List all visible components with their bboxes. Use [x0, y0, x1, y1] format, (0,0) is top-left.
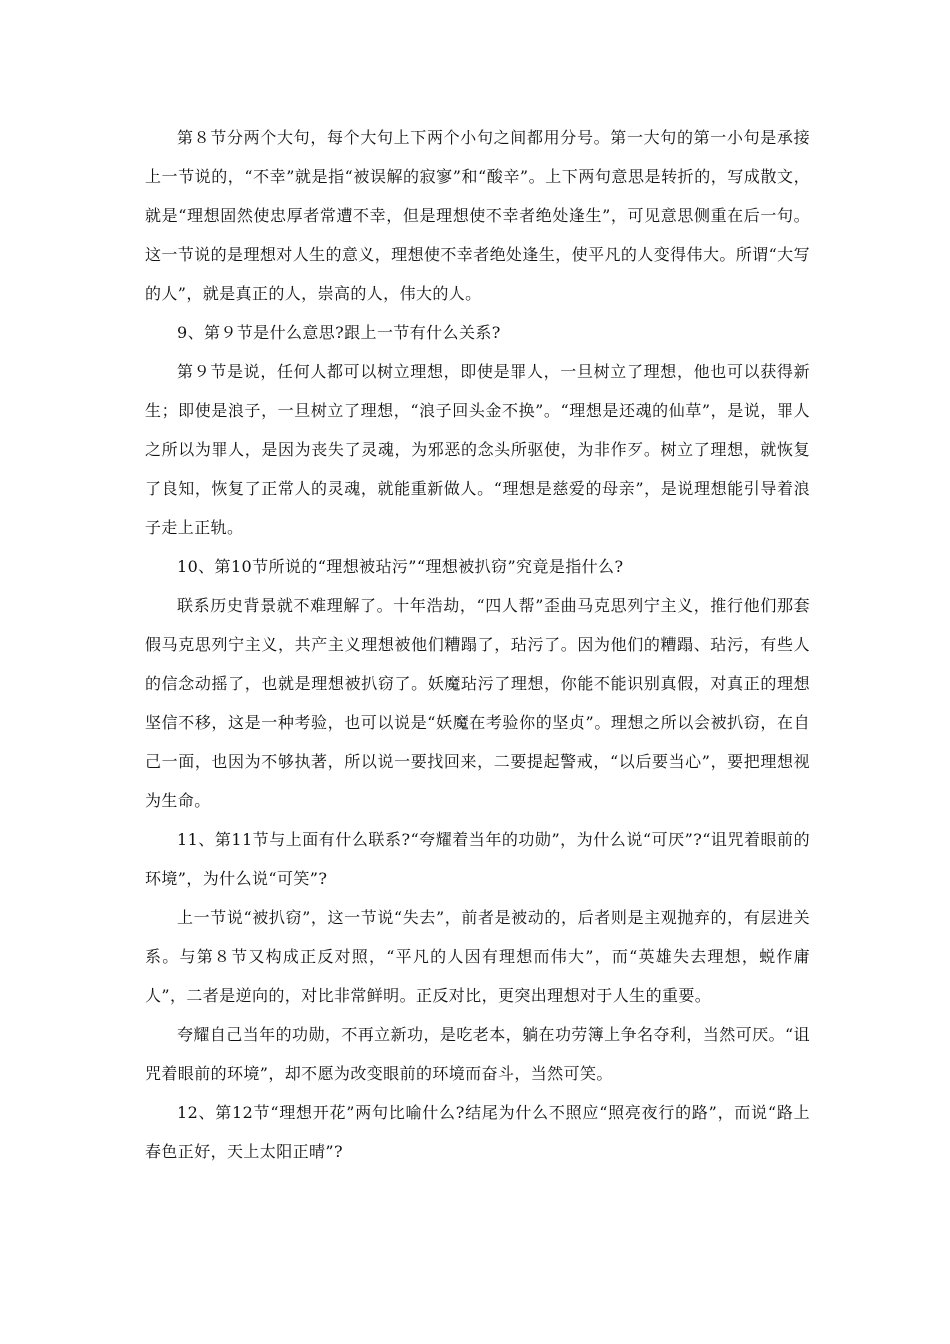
question-10: 10、第10节所说的“理想被玷污”“理想被扒窃”究竟是指什么? [177, 557, 624, 576]
document-body [145, 118, 810, 1171]
paragraph-section-11-answer-a: 上一节说“被扒窃”，这一节说“失去”，前者是被动的，后者则是主观抛弃的，有层进关系。与第８节又构成正反对照，“平凡的人因有理想而伟大”，而“英雄失去理想，蜕作庸人”，二者是逆向的，对比非常鲜明。正反对比，更突出理想对于人生的重要。 [145, 908, 810, 1005]
paragraph-section-10-answer: 联系历史背景就不难理解了。十年浩劫，“四人帮”歪曲马克思列宁主义，推行他们那套假马克思列宁主义，共产主义理想被他们糟蹋了，玷污了。因为他们的糟蹋、玷污，有些人的信念动摇了，也就是理想被扒窃了。妖魔玷污了理想，你能不能识别真假，对真正的理想坚信不移，这是一种考验，也可以说是“妖魔在考验你的坚贞”。理想之所以会被扒窃，在自己一面，也因为不够执著，所以说一要找回来，二要提起警戒，“以后要当心”，要把理想视为生命。 [145, 596, 810, 810]
question-9: 9、第９节是什么意思?跟上一节有什么关系? [177, 323, 501, 342]
question-12: 12、第12节“理想开花”两句比喻什么?结尾为什么不照应“照亮夜行的路”，而说“路上春色正好，天上太阳正晴”? [145, 1103, 810, 1161]
paragraph-section-9-answer: 第９节是说，任何人都可以树立理想，即使是罪人，一旦树立了理想，他也可以获得新生；即使是浪子，一旦树立了理想，“浪子回头金不换”。“理想是还魂的仙草”，是说，罪人之所以为罪人，是因为丧失了灵魂，为邪恶的念头所驱使，为非作歹。树立了理想，就恢复了良知，恢复了正常人的灵魂，就能重新做人。“理想是慈爱的母亲”，是说理想能引导着浪子走上正轨。 [145, 362, 810, 537]
question-11: 11、第11节与上面有什么联系?“夸耀着当年的功勋”，为什么说“可厌”?“诅咒着眼前的环境”，为什么说“可笑”? [145, 830, 810, 888]
paragraph-section-8-answer: 第８节分两个大句，每个大句上下两个小句之间都用分号。第一大句的第一小句是承接上一节说的，“不幸”就是指“被误解的寂寥”和“酸辛”。上下两句意思是转折的，写成散文，就是“理想固然使忠厚者常遭不幸，但是理想使不幸者绝处逢生”，可见意思侧重在后一句。这一节说的是理想对人生的意义，理想使不幸者绝处逢生，使平凡的人变得伟大。所谓“大写的人”，就是真正的人，崇高的人，伟大的人。 [145, 128, 810, 303]
paragraph-section-11-answer-b: 夸耀自己当年的功勋，不再立新功，是吃老本，躺在功劳簿上争名夺利，当然可厌。“诅咒着眼前的环境”，却不愿为改变眼前的环境而奋斗，当然可笑。 [145, 1025, 810, 1083]
